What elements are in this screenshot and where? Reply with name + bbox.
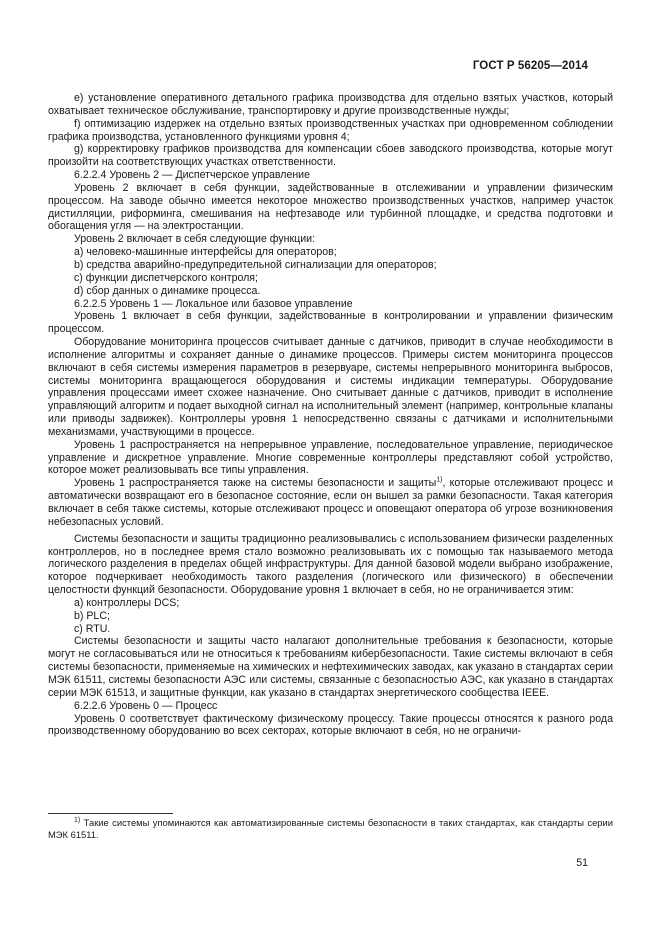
list-item-a: a) человеко-машинные интерфейсы для операторов;	[74, 246, 337, 259]
paragraph-text: Уровень 1 распространяется также на системы безопасности и защиты	[74, 477, 437, 490]
list-item-b: b) PLC;	[74, 609, 110, 622]
paragraph: Уровень 1 включает в себя функции, задействованные в контролировании и управлении физическим процессом.	[48, 310, 613, 336]
page-number: 51	[576, 857, 588, 869]
footnote-text: Такие системы упоминаются как автоматизированные системы безопасности в таких стандартах, как стандарты серии МЭК 61511.	[48, 817, 613, 840]
list-item-c: c) RTU.	[74, 622, 111, 635]
paragraph: Системы безопасности и защиты традиционно реализовывались с использованием физически разделенных контроллеров, но в последнее время стало возможно реализовывать их с помощью так называемого метода логического разделения в пределах общей инфраструктуры. Для данной базовой модели выбрано изображение, которое подчеркивает необходимость такого разделения (логического или физического) в обеспечении целостности функций безопасности. Оборудование уровня 1 включает в себя, но не ограничивается этим:	[48, 532, 613, 597]
paragraph: Уровень 2 включает в себя следующие функции:	[74, 233, 316, 246]
document-body	[48, 92, 613, 738]
paragraph: Уровень 0 соответствует фактическому физическому процессу. Такие процессы относятся к разного рода производственному оборудованию во всех секторах, которые включают в себя, но не ограничи-	[48, 712, 613, 738]
list-item-d: d) сбор данных о динамике процесса.	[74, 284, 261, 297]
paragraph-text: , которые отслеживают процесс и автоматически возвращают его в безопасное состояние, если он вышел за рамки безопасности. Такая категория включает в себя также системы, которые отслеживают процесс и оповещают оператора об угрозе возникновения небезопасных условий.	[48, 477, 613, 528]
footnote-divider	[48, 813, 173, 814]
paragraph: Уровень 1 распространяется на непрерывное управление, последовательное управление, периодическое управление и дискретное управление. Многие современные контроллеры представляют собой устройство, которое может реализовывать все типы управления.	[48, 438, 613, 477]
list-item-e: e) установление оперативного детального графика производства для отдельно взятых участков, который охватывает техническое обслуживание, транспортировку и другие производственные нужды;	[48, 92, 613, 117]
section-heading-6-2-2-5: 6.2.2.5 Уровень 1 — Локальное или базовое управление	[74, 297, 353, 310]
paragraph: Системы безопасности и защиты часто налагают дополнительные требования к безопасности, которые могут не согласовываться или не относиться к требованиям кибербезопасности. Такие системы включают в себя системы безопасности, применяемые на химических и нефтехимических заводах, как указано в стандартах серии МЭК 61511, системы безопасности АЭС или системы, связанные с безопасностью АЭС, как указано в стандартах серии МЭК 61513, и защитные функции, как указано в стандартах энергетического сообщества IEEE.	[48, 635, 613, 699]
footnote	[48, 817, 613, 841]
list-item-g: g) корректировку графиков производства для компенсации сбоев заводского производства, которые могут произойти на соответствующих участках ответственности.	[48, 143, 613, 169]
paragraph-with-footnote	[48, 477, 613, 528]
document-header: ГОСТ Р 56205—2014	[472, 60, 588, 72]
footnote-marker: 1)	[74, 816, 81, 824]
footnote-reference[interactable]: 1)	[436, 476, 443, 484]
list-item-f: f) оптимизацию издержек на отдельно взятых производственных участках при одновременном соблюдении графика производства, установленного функциями уровня 4;	[48, 117, 613, 143]
list-item-c: c) функции диспетчерского контроля;	[74, 271, 258, 284]
paragraph: Уровень 2 включает в себя функции, задействованные в отслеживании и управлении физическим процессом. На заводе обычно имеется некоторое множество производственных участков, например участок дистилляции, риформинга, смешивания на нефтезаводе или турбинной площадке, и средства подготовки и обогащения угля — на электростанции.	[48, 181, 613, 233]
section-heading-6-2-2-6: 6.2.2.6 Уровень 0 — Процесс	[74, 699, 218, 712]
list-item-a: a) контроллеры DCS;	[74, 596, 180, 609]
section-heading-6-2-2-4: 6.2.2.4 Уровень 2 — Диспетчерское управление	[74, 169, 310, 182]
list-item-b: b) средства аварийно-предупредительной сигнализации для операторов;	[74, 258, 437, 271]
paragraph: Оборудование мониторинга процессов считывает данные с датчиков, приводит в случае необходимости в исполнение алгоритмы и сохраняет данные о динамике процессов. Примеры систем мониторинга процессов включают в себя системы измерения параметров в резервуаре, системы непрерывного мониторинга выбросов, системы мониторинга вращающегося оборудования и системы индикации температуры. Оборудование управления процессами имеет схожее назначение. Оно считывает данные с датчиков, приводит в исполнение управляющий алгоритм и подает выходной сигнал на исполнительный элемент (например, контрольные клапаны или приводы задвижек). Контроллеры уровня 1 непосредственно связаны с датчиками и исполнительными механизмами, участвующими в процессе.	[48, 336, 613, 438]
